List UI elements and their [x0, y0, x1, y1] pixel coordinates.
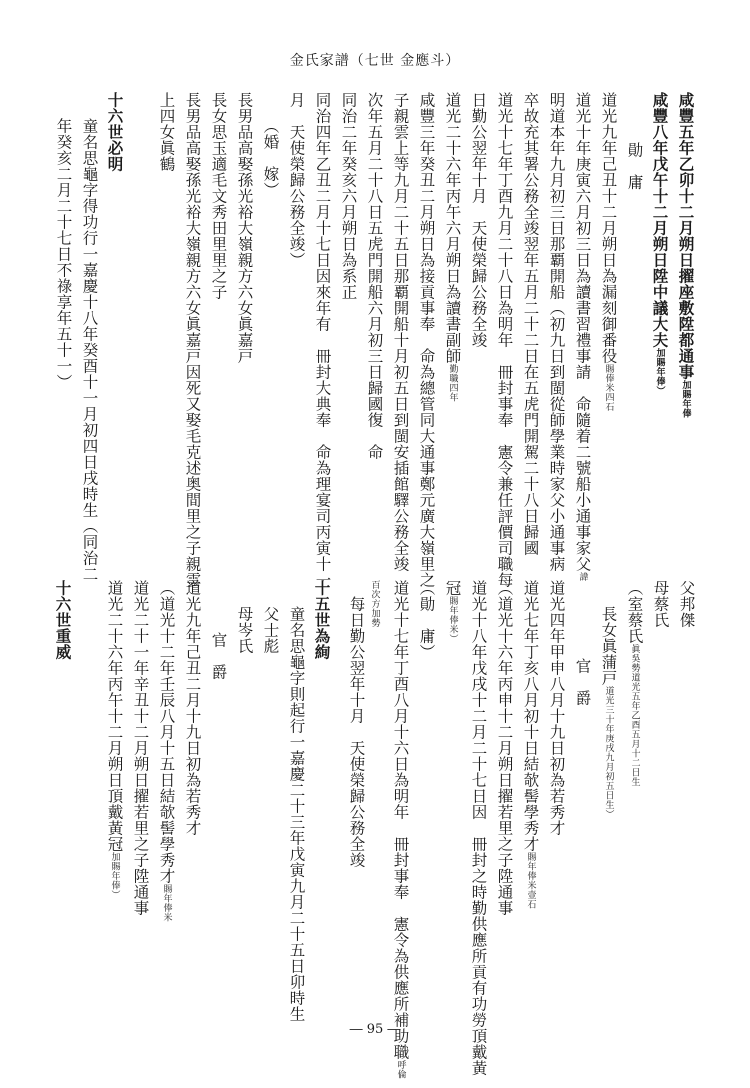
text-column — [444, 580, 460, 644]
text-column — [652, 580, 668, 628]
column-text: 母蔡氏 — [651, 580, 670, 628]
column-text: 冠 — [443, 580, 462, 596]
page-number: ― 95 ― — [349, 1022, 401, 1037]
text-column — [600, 606, 616, 819]
text-column — [236, 92, 252, 364]
column-text: 官 爵 — [573, 658, 592, 706]
text-column — [158, 580, 174, 922]
column-note: 賜年俸米 — [161, 884, 172, 922]
text-column — [340, 92, 356, 300]
column-text: 同治四年乙丑二月十七日因來年有 冊封大典奉 命為理宴司丙寅十一 — [313, 92, 332, 588]
text-column — [314, 92, 330, 588]
text-column — [496, 580, 512, 916]
text-column — [522, 92, 538, 556]
column-note: 賜年俸米） — [447, 596, 458, 644]
column-text: 子親雲上等九月二十五日那覇開船十月初五日到閩安插館驛公務全竣 — [391, 92, 410, 572]
text-column — [262, 606, 278, 654]
column-text: 明道本年九月初三日那覇開船（初九日到閩從師學業時家父小通事病 — [547, 92, 566, 572]
text-column — [574, 92, 590, 582]
text-column — [522, 580, 538, 909]
text-column — [392, 580, 408, 1079]
text-column — [158, 92, 174, 172]
column-text: 月 天使榮歸公務全竣） — [287, 92, 306, 268]
text-column — [548, 580, 564, 836]
text-column — [444, 92, 460, 402]
text-column — [366, 92, 382, 460]
text-column — [678, 580, 694, 628]
section-heading — [652, 92, 668, 396]
column-text: 道光四年甲申八月十九日初為若秀才 — [547, 580, 566, 836]
column-note: 道光三十年庚戌九月初五日生） — [603, 686, 614, 819]
column-text: （道光十六年丙申十二月朔日擢若里之子陞通事 — [495, 580, 514, 916]
column-text: 道光十八年戊戌十二月二十七日因 冊封之時勤供應所貢有功勞頂戴黃 — [469, 580, 488, 1076]
column-note: 加賜年俸） — [654, 348, 665, 396]
text-column — [210, 92, 226, 300]
section-heading — [314, 580, 330, 660]
column-text: 道光十年庚寅六月初三日為讀書習禮事請 命隨着二號船小通事家父 — [573, 92, 592, 572]
text-column — [626, 142, 642, 190]
text-column — [236, 606, 252, 654]
page-header: 金氏家譜（七世 金應斗） — [289, 53, 461, 69]
text-column — [574, 658, 590, 706]
column-text: 年癸亥二月二十七日不祿享年五十一） — [54, 118, 73, 390]
column-note: 勤職四年 — [447, 364, 458, 402]
column-text: 咸豐五年乙卯十二月朔日擢座敷陞都通事 — [676, 92, 696, 380]
column-text: 童名思龜字得功行一嘉慶十八年癸酉十一月初四日戌時生（同治二 — [80, 118, 99, 582]
text-column — [184, 92, 200, 588]
text-column — [600, 92, 616, 412]
text-column — [348, 580, 364, 868]
column-note: 呼倫 — [395, 1060, 406, 1079]
column-text: 道光二十六年丙午十二月朔日頂戴黃冠 — [105, 580, 124, 852]
column-text: 道光九年己丑十二月朔日為漏刻御番役 — [599, 92, 618, 364]
column-text: 父士彪 — [261, 606, 280, 654]
text-column — [184, 580, 200, 836]
column-text: 道光十七年丁酉八月十六日為明年 冊封事奉 憲令為供應所補助職 — [391, 580, 410, 1060]
column-text: 咸豐三年癸丑二月朔日為接貢事奉 命為總管同大通事鄭元廣大嶺里之 — [417, 92, 436, 588]
text-column — [288, 606, 304, 1022]
text-column — [210, 632, 226, 680]
section-heading — [107, 92, 123, 172]
column-note: 諱 — [577, 572, 588, 582]
column-text: （婚 嫁） — [261, 118, 280, 198]
column-text: 長男品高娶孫光裕大嶺親方六女眞嘉戸 — [235, 92, 254, 364]
text-column — [262, 118, 278, 198]
section-heading — [678, 92, 694, 418]
column-text: 上四女眞鶴 — [157, 92, 176, 172]
column-text: 道光九年己丑二月十九日初為若秀才 — [183, 580, 202, 836]
text-column — [55, 118, 71, 390]
text-column — [470, 92, 486, 348]
text-column — [392, 92, 408, 572]
text-column — [470, 580, 486, 1076]
column-text: 道光二十六年丙午六月朔日為讀書副師 — [443, 92, 462, 364]
text-column — [288, 92, 304, 268]
column-text: 長男品高娶孫光裕大嶺親方六女眞嘉戸因死又娶毛克述奥間里之子親雲 — [183, 92, 202, 588]
column-text: 道光十七年丁酉九月二十八日為明年 冊封事奉 憲令兼任評價司職每 — [495, 92, 514, 588]
column-text: 長女眞蒲戸 — [599, 606, 618, 686]
column-note: 加賜年俸 — [680, 380, 691, 418]
column-text: 每日勤公翌年十月 天使榮歸公務全竣 — [347, 580, 366, 868]
column-text: 十六世必明 — [105, 92, 125, 172]
column-note: 賜年俸米壹石 — [525, 852, 536, 909]
column-text: 長女思玉適毛文秀田里里之子 — [209, 92, 228, 300]
column-text: 十六世重威 — [53, 580, 73, 660]
column-text: （勛 庸） — [417, 580, 436, 660]
text-column — [81, 118, 97, 582]
text-column — [548, 92, 564, 572]
column-text: 咸豐八年戊午十二月朔日陞中議大夫 — [650, 92, 670, 348]
text-column — [366, 580, 382, 628]
column-text: 日勤公翌年十月 天使榮歸公務全竣 — [469, 92, 488, 348]
column-text: 同治二年癸亥六月朔日為系正 — [339, 92, 358, 300]
column-text: 道光七年丁亥八月初十日結欹髻學秀才 — [521, 580, 540, 852]
column-text: 母岑氏 — [235, 606, 254, 654]
text-column — [132, 580, 148, 916]
column-text: 官 爵 — [209, 632, 228, 680]
text-column — [626, 580, 642, 787]
column-text: 卒故充其署公務全竣翌年五月二十二日在五虎門開駕二十八日歸國 — [521, 92, 540, 556]
column-text: 勛 庸 — [625, 142, 644, 190]
text-column — [106, 580, 122, 900]
column-note: 眞吳勢道光五年乙酉五月十二日生 — [629, 644, 640, 787]
text-column — [496, 92, 512, 588]
column-text: 父邦傑 — [677, 580, 696, 628]
column-text: （室蔡氏 — [625, 580, 644, 644]
text-column — [418, 92, 434, 588]
column-text: 十五世為絢 — [312, 580, 332, 660]
column-note: 賜俸米四石 — [603, 364, 614, 412]
column-text: 童名思龜字則起行一嘉慶二十三年戊寅九月二十五日卯時生 — [287, 606, 306, 1022]
text-column — [418, 580, 434, 660]
section-heading — [55, 580, 71, 660]
column-text: 次年五月二十八日五虎門開船六月初三日歸國復 命 — [365, 92, 384, 460]
column-text: （道光十二年壬辰八月十五日結欹髻學秀才 — [157, 580, 176, 884]
column-note: 百次方加勢 — [369, 580, 380, 628]
column-note: 加賜年俸） — [109, 852, 120, 900]
column-text: 道光二十一年辛丑十二月朔日擢若里之子陞通事 — [131, 580, 150, 916]
